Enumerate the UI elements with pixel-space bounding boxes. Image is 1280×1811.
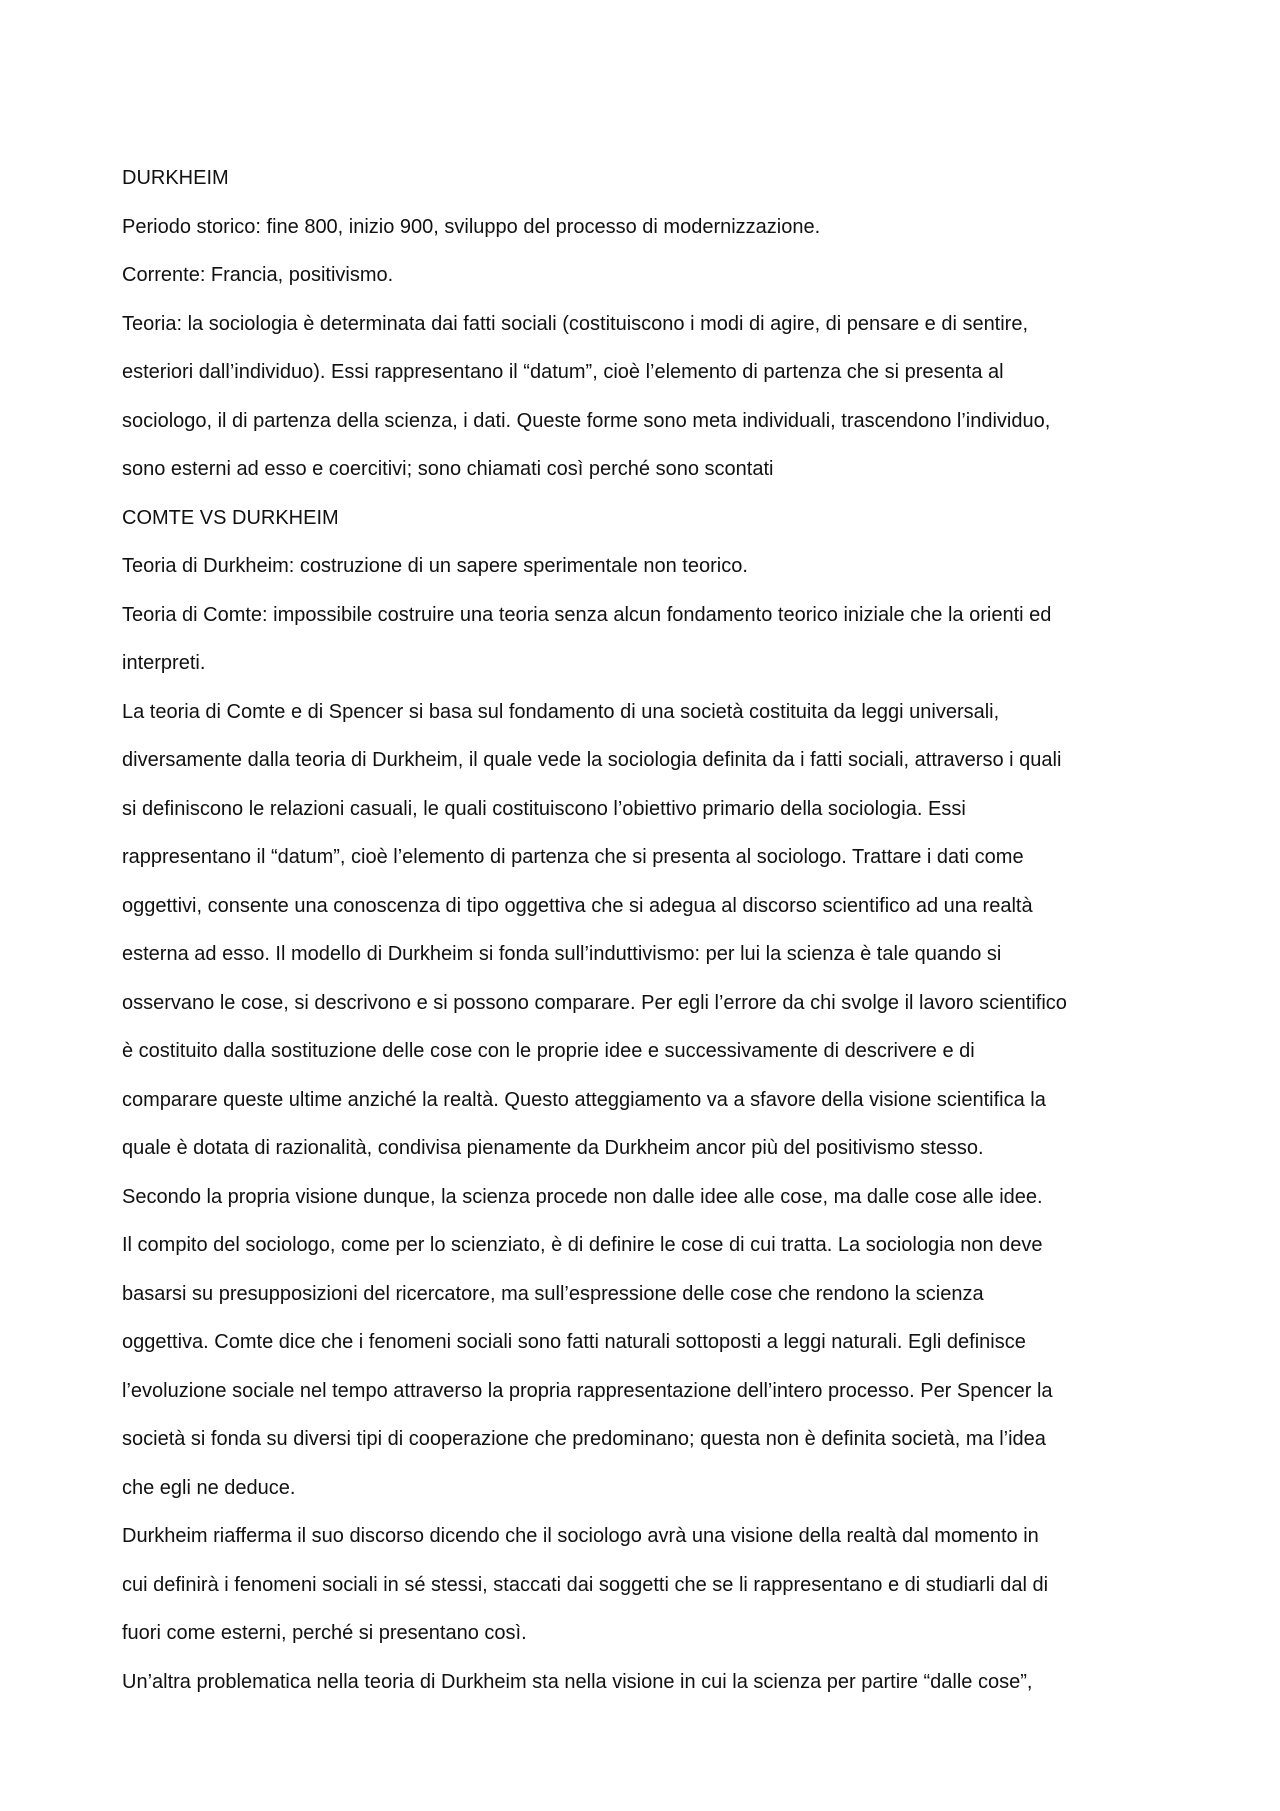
text-line: Teoria: la sociologia è determinata dai fatti sociali (costituiscono i modi di agire, di pensare e di sentire,	[122, 312, 1029, 335]
text-line: Teoria di Comte: impossibile costruire una teoria senza alcun fondamento teorico iniziale che la orienti ed	[122, 603, 1052, 626]
text-line: DURKHEIM	[122, 167, 229, 189]
text-line: Corrente: Francia, positivismo.	[122, 264, 394, 286]
text-line: esterna ad esso. Il modello di Durkheim si fonda sull’induttivismo: per lui la scienza è tale quando si	[122, 943, 1002, 965]
text-line: Teoria di Durkheim: costruzione di un sapere sperimentale non teorico.	[122, 555, 748, 577]
text-line: oggettivi, consente una conoscenza di tipo oggettiva che si adegua al discorso scientifico ad una realtà	[122, 894, 1033, 917]
text-line: si definiscono le relazioni casuali, le quali costituiscono l’obiettivo primario della sociologia. Essi	[122, 797, 966, 820]
text-line: COMTE VS DURKHEIM	[122, 506, 339, 529]
text-line: diversamente dalla teoria di Durkheim, il quale vede la sociologia definita da i fatti sociali, attraverso i quali	[122, 749, 1062, 771]
text-line: Un’altra problematica nella teoria di Durkheim sta nella visione in cui la scienza per partire “dalle cose”,	[122, 1670, 1033, 1693]
text-line: oggettiva. Comte dice che i fenomeni sociali sono fatti naturali sottoposti a leggi naturali. Egli definisce	[122, 1331, 1026, 1353]
text-line: società si fonda su diversi tipi di cooperazione che predominano; questa non è definita società, ma l’idea	[122, 1428, 1046, 1450]
document-body	[122, 154, 1162, 1706]
text-line: l’evoluzione sociale nel tempo attraverso la propria rappresentazione dell’intero processo. Per Spencer la	[122, 1379, 1053, 1402]
text-line: interpreti.	[122, 652, 206, 674]
text-line: comparare queste ultime anziché la realtà. Questo atteggiamento va a sfavore della visione scientifica la	[122, 1088, 1046, 1111]
text-line: Secondo la propria visione dunque, la scienza procede non dalle idee alle cose, ma dalle cose alle idee.	[122, 1185, 1043, 1208]
text-line: Periodo storico: fine 800, inizio 900, sviluppo del processo di modernizzazione.	[122, 215, 821, 238]
text-line: Durkheim riafferma il suo discorso dicendo che il sociologo avrà una visione della realtà dal momento in	[122, 1525, 1039, 1547]
text-line: Il compito del sociologo, come per lo scienziato, è di definire le cose di cui tratta. La sociologia non deve	[122, 1234, 1043, 1256]
text-line: è costituito dalla sostituzione delle cose con le proprie idee e successivamente di descrivere e di	[122, 1040, 975, 1062]
text-line: basarsi su presupposizioni del ricercatore, ma sull’espressione delle cose che rendono la scienza	[122, 1282, 984, 1305]
text-line: esteriori dall’individuo). Essi rappresentano il “datum”, cioè l’elemento di partenza che si presenta al	[122, 361, 1004, 383]
text-line: quale è dotata di razionalità, condivisa pienamente da Durkheim ancor più del positivismo stesso.	[122, 1137, 984, 1159]
text-line: cui definirà i fenomeni sociali in sé stessi, staccati dai soggetti che se li rappresentano e di studiarli dal di	[122, 1573, 1049, 1596]
text-line: fuori come esterni, perché si presentano così.	[122, 1622, 527, 1644]
text-line: rappresentano il “datum”, cioè l’elemento di partenza che si presenta al sociologo. Trattare i dati come	[122, 846, 1024, 868]
text-line: che egli ne deduce.	[122, 1476, 296, 1499]
text-line: sociologo, il di partenza della scienza, i dati. Queste forme sono meta individuali, trascendono l’individuo,	[122, 409, 1051, 432]
text-line: La teoria di Comte e di Spencer si basa sul fondamento di una società costituita da leggi universali,	[122, 700, 1000, 723]
text-line: sono esterni ad esso e coercitivi; sono chiamati così perché sono scontati	[122, 458, 774, 480]
text-line: osservano le cose, si descrivono e si possono comparare. Per egli l’errore da chi svolge il lavoro scientifico	[122, 991, 1067, 1014]
